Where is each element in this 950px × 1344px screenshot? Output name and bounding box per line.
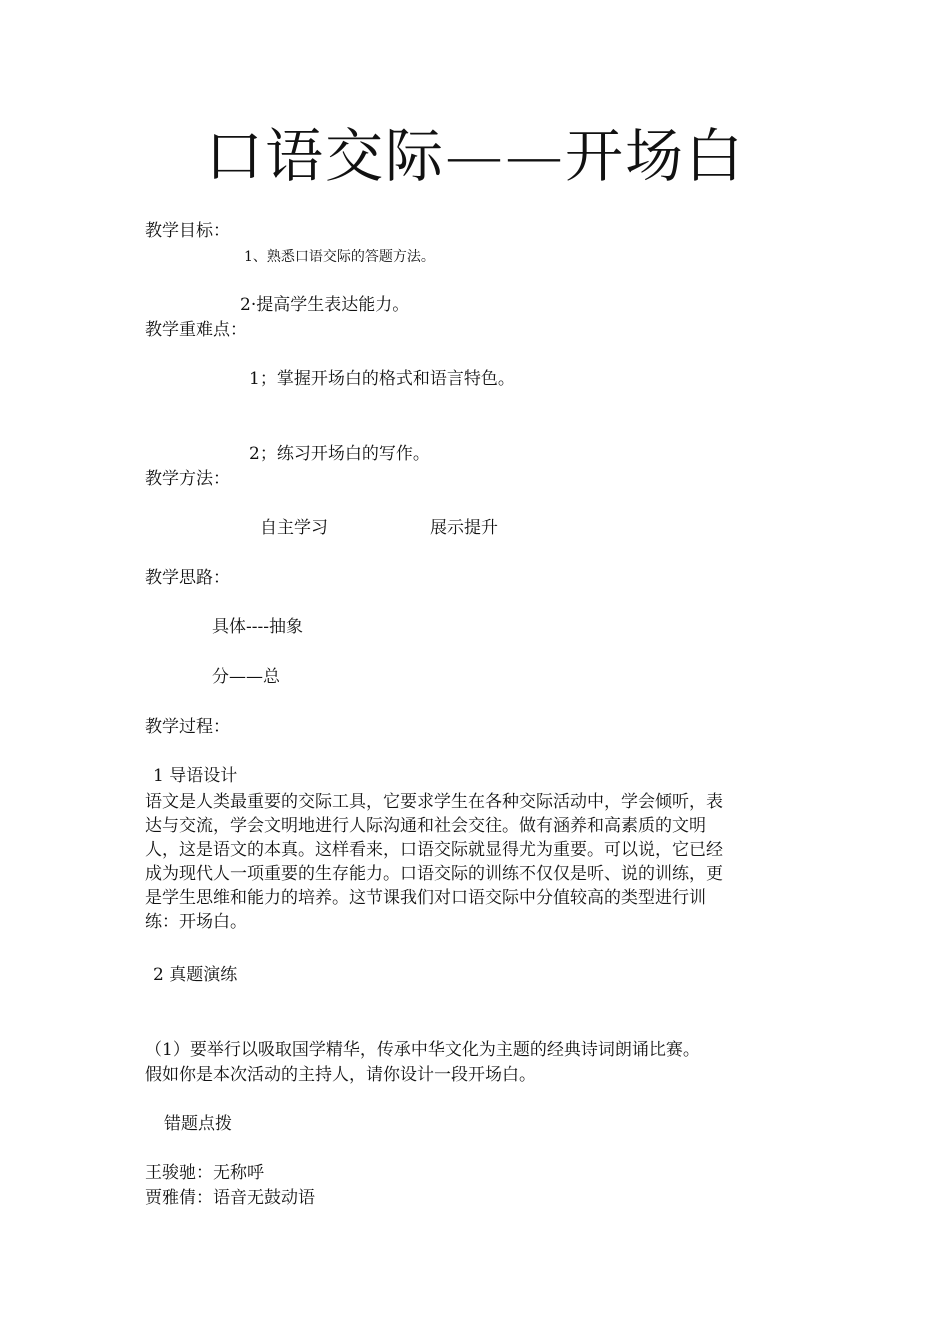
process-heading: 教学过程：	[145, 717, 230, 737]
method-2: 展示提升	[430, 518, 498, 538]
question-line-2: 假如你是本次活动的主持人，请你设计一段开场白。	[145, 1065, 536, 1085]
difficulty-item-1: 1；掌握开场白的格式和语言特色。	[249, 369, 515, 389]
error-item-2: 贾雅倩：语音无鼓动语	[145, 1188, 315, 1208]
approach-item-1: 具体----抽象	[212, 617, 303, 637]
intro-paragraph	[145, 790, 800, 934]
difficulties-heading: 教学重难点：	[145, 320, 247, 340]
paragraph-line: 人，这是语文的本真。这样看来，口语交际就显得尤为重要。可以说，它已经	[145, 840, 723, 860]
paragraph-line: 语文是人类最重要的交际工具，它要求学生在各种交际活动中，学会倾听，表	[145, 792, 723, 812]
paragraph-line: 练：开场白。	[145, 912, 247, 932]
error-heading: 错题点拨	[164, 1114, 232, 1134]
paragraph-line: 是学生思维和能力的培养。这节课我们对口语交际中分值较高的类型进行训	[145, 888, 706, 908]
method-1: 自主学习	[260, 518, 328, 538]
approach-heading: 教学思路：	[145, 568, 230, 588]
paragraph-line: 达与交流，学会文明地进行人际沟通和社会交往。做有涵养和高素质的文明	[145, 816, 706, 836]
step2-title: 2 真题演练	[153, 965, 238, 985]
objective-item-1: 1、熟悉口语交际的答题方法。	[244, 249, 435, 265]
objectives-heading: 教学目标：	[145, 221, 230, 241]
methods-heading: 教学方法：	[145, 469, 230, 489]
error-item-1: 王骏驰：无称呼	[145, 1163, 264, 1183]
step1-title: 1 导语设计	[153, 766, 238, 786]
approach-item-2: 分——总	[212, 667, 280, 687]
question-line-1: （1）要举行以吸取国学精华，传承中华文化为主题的经典诗词朗诵比赛。	[145, 1040, 700, 1060]
page-title: 口语交际——开场白	[204, 122, 745, 190]
difficulty-item-2: 2；练习开场白的写作。	[249, 444, 430, 464]
paragraph-line: 成为现代人一项重要的生存能力。口语交际的训练不仅仅是听、说的训练，更	[145, 864, 723, 884]
objective-item-2: 2·提高学生表达能力。	[240, 295, 410, 315]
